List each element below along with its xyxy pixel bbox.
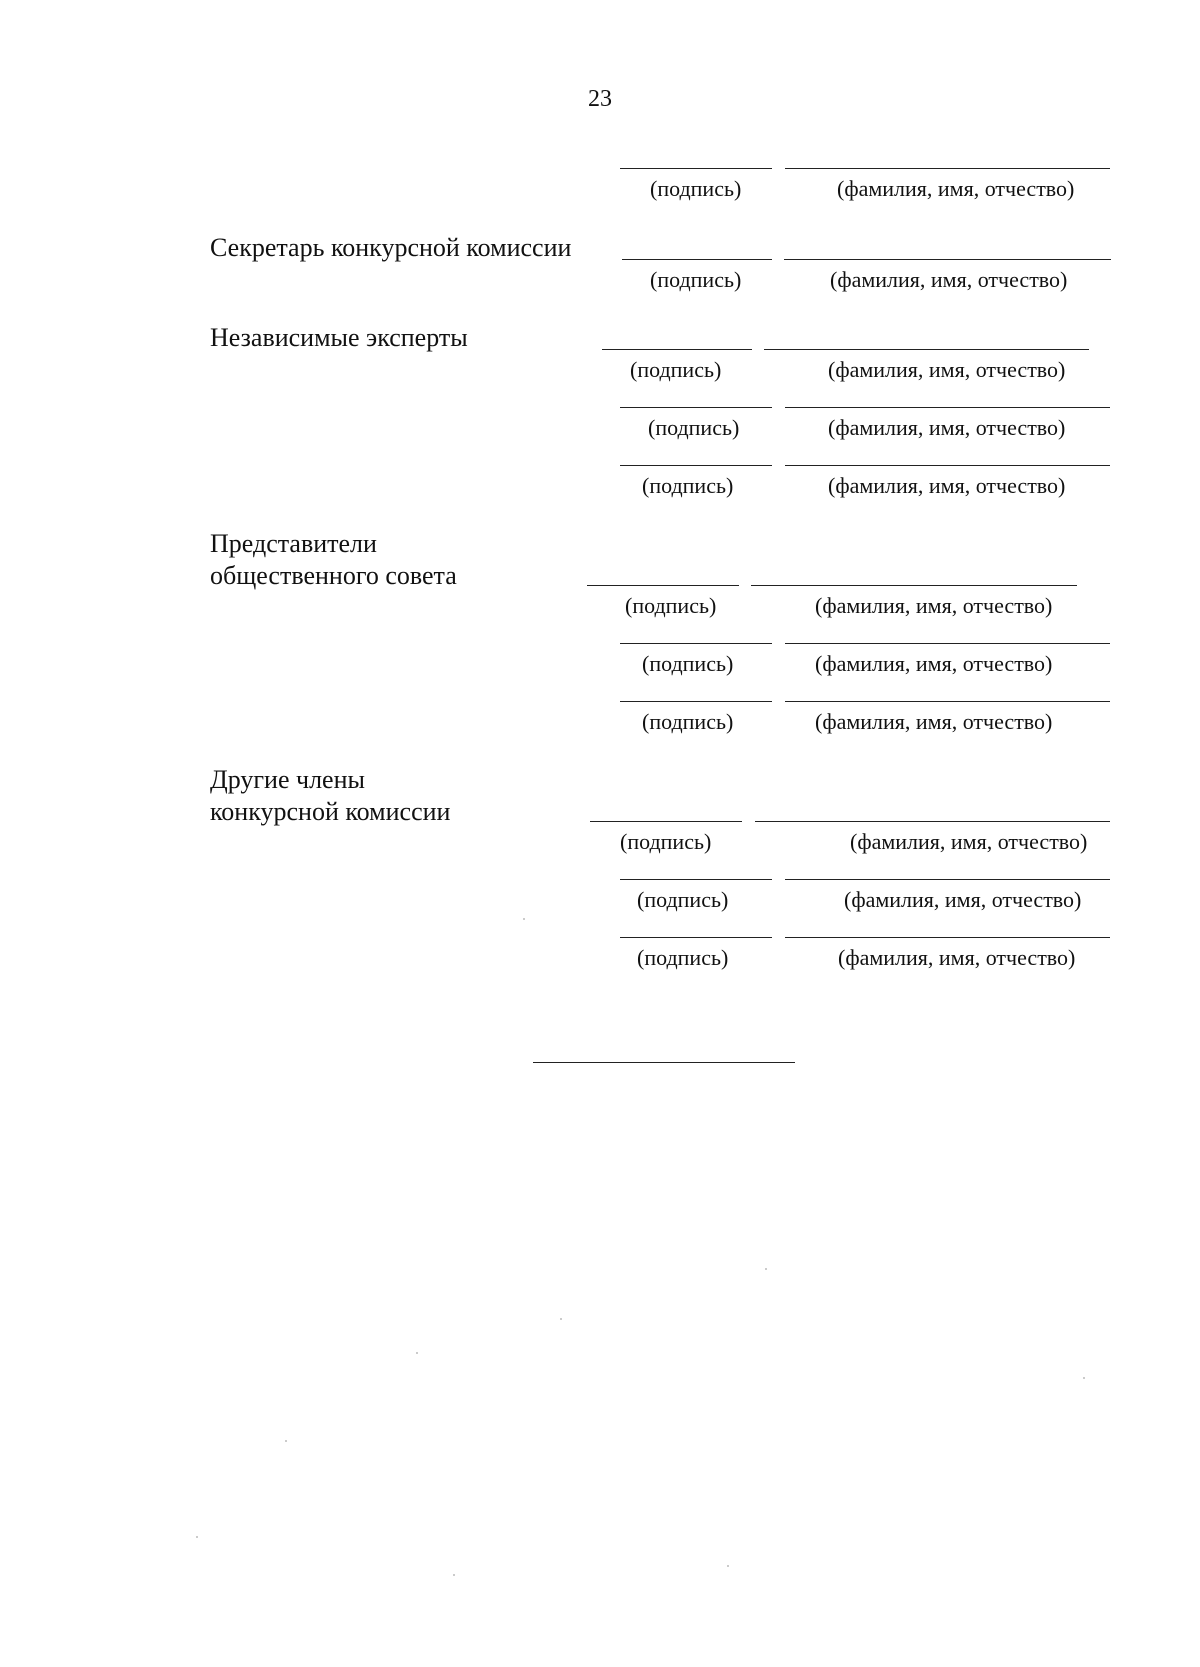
signature-row [620, 879, 1110, 939]
signature-row [622, 259, 1112, 319]
experts-label: Независимые эксперты [210, 323, 468, 352]
scan-speck [523, 918, 525, 920]
signature-caption: (подпись) [650, 176, 742, 201]
signature-row [602, 349, 1092, 409]
signature-line[interactable] [590, 821, 742, 822]
signature-caption: (подпись) [642, 709, 734, 734]
name-caption: (фамилия, имя, отчество) [815, 651, 1053, 676]
scan-speck [765, 1268, 767, 1270]
name-line[interactable] [785, 701, 1110, 702]
name-line[interactable] [755, 821, 1110, 822]
signature-line[interactable] [620, 937, 772, 938]
signature-row [587, 585, 1077, 645]
name-caption: (фамилия, имя, отчество) [828, 415, 1066, 440]
signature-caption: (подпись) [625, 593, 717, 618]
name-caption: (фамилия, имя, отчество) [830, 267, 1068, 292]
name-line[interactable] [751, 585, 1077, 586]
name-line[interactable] [785, 168, 1110, 169]
scan-speck [560, 1318, 562, 1320]
signature-line[interactable] [620, 168, 772, 169]
scan-speck [285, 1440, 287, 1442]
name-line[interactable] [764, 349, 1089, 350]
signature-caption: (подпись) [642, 473, 734, 498]
signature-row [620, 465, 1110, 525]
name-caption: (фамилия, имя, отчество) [828, 473, 1066, 498]
signature-caption: (подпись) [648, 415, 740, 440]
name-caption: (фамилия, имя, отчество) [844, 887, 1082, 912]
scan-speck [727, 1565, 729, 1567]
signature-line[interactable] [622, 259, 772, 260]
signature-caption: (подпись) [630, 357, 722, 382]
name-caption: (фамилия, имя, отчество) [838, 945, 1076, 970]
signature-line[interactable] [620, 643, 772, 644]
name-caption: (фамилия, имя, отчество) [815, 709, 1053, 734]
scan-speck [1083, 1377, 1085, 1379]
signature-row [620, 701, 1110, 761]
name-line[interactable] [785, 879, 1110, 880]
signature-line[interactable] [620, 701, 772, 702]
signature-line[interactable] [620, 879, 772, 880]
scan-speck [453, 1574, 455, 1576]
scan-speck [196, 1536, 198, 1538]
name-line[interactable] [785, 407, 1110, 408]
signature-row [620, 407, 1110, 467]
members-label-line-1: Другие члены [210, 765, 365, 794]
name-line[interactable] [785, 643, 1110, 644]
signature-line[interactable] [620, 465, 772, 466]
signature-line[interactable] [620, 407, 772, 408]
name-line[interactable] [785, 937, 1110, 938]
scan-speck [416, 1352, 418, 1354]
name-caption: (фамилия, имя, отчество) [815, 593, 1053, 618]
secretary-label: Секретарь конкурсной комиссии [210, 233, 572, 262]
name-caption: (фамилия, имя, отчество) [850, 829, 1088, 854]
signature-line[interactable] [602, 349, 752, 350]
signature-caption: (подпись) [637, 887, 729, 912]
signature-caption: (подпись) [620, 829, 712, 854]
signature-line[interactable] [587, 585, 739, 586]
signature-caption: (подпись) [650, 267, 742, 292]
members-label-line-2: конкурсной комиссии [210, 797, 451, 826]
name-line[interactable] [785, 465, 1110, 466]
signature-row [620, 937, 1110, 997]
council-label-line-1: Представители [210, 529, 377, 558]
council-label-line-2: общественного совета [210, 561, 457, 590]
name-line[interactable] [784, 259, 1111, 260]
signature-row [590, 821, 1110, 881]
signature-caption: (подпись) [642, 651, 734, 676]
signature-caption: (подпись) [637, 945, 729, 970]
closing-rule [533, 1062, 795, 1063]
page-number: 23 [588, 86, 612, 112]
name-caption: (фамилия, имя, отчество) [837, 176, 1075, 201]
signature-row [620, 168, 1110, 228]
signature-row [620, 643, 1110, 703]
name-caption: (фамилия, имя, отчество) [828, 357, 1066, 382]
